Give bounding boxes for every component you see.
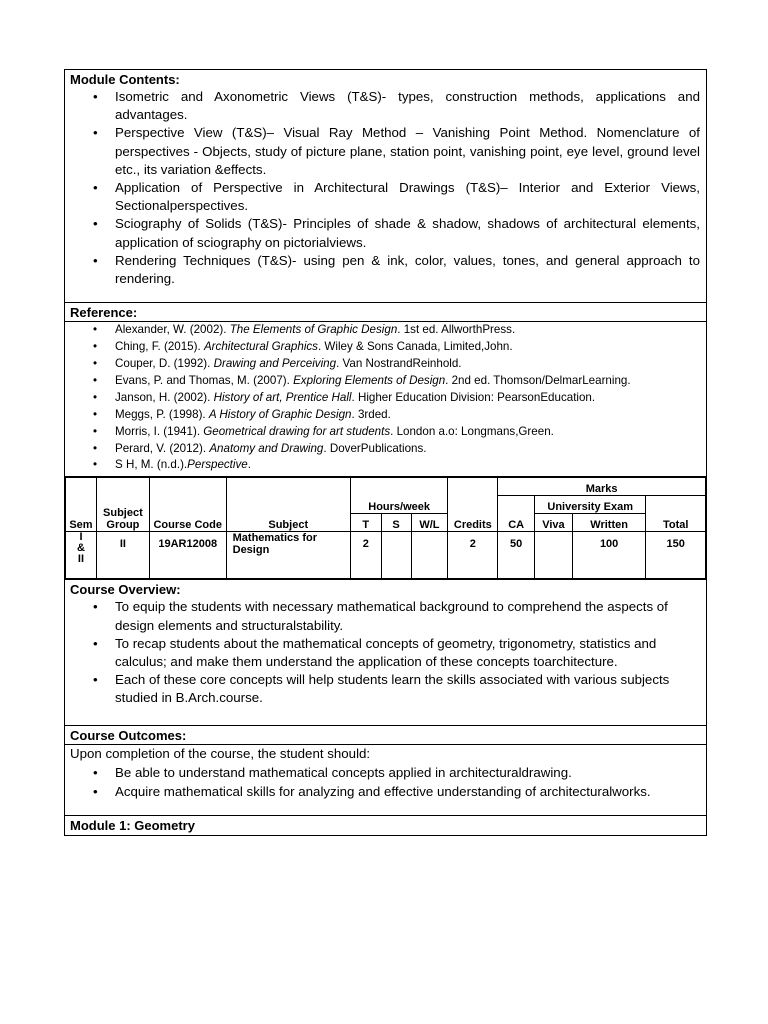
s-cell: [381, 532, 411, 579]
course-code-header: Course Code: [149, 478, 226, 532]
marks-header: Marks: [498, 478, 706, 496]
reference-title: Exploring Elements of Design: [293, 373, 446, 387]
reference-title: The Elements of Graphic Design: [229, 323, 398, 337]
reference-item: [115, 424, 706, 441]
list-item: • Be able to understand mathematical concepts applied in architecturaldrawing.: [115, 763, 706, 782]
reference-title: Geometrical drawing for art students: [203, 424, 391, 438]
s-header: S: [381, 514, 411, 532]
wl-cell: [411, 532, 448, 579]
reference-item: [115, 373, 706, 390]
hours-week-header: Hours/week: [350, 478, 448, 514]
reference-author: Janson, H. (2002).: [115, 390, 214, 404]
reference-list: [65, 322, 706, 476]
table-row: [66, 532, 706, 579]
total-cell: 150: [646, 532, 706, 579]
course-overview-list: [65, 598, 706, 724]
sem-header: Sem: [66, 478, 97, 532]
reference-publisher: . DoverPublications.: [323, 441, 427, 455]
list-item: • Isometric and Axonometric Views (T&S)- types, construction methods, applications and advantages.: [115, 88, 706, 124]
course-table-section: [65, 477, 706, 580]
reference-item: [115, 356, 706, 373]
sem-cell: [66, 532, 97, 579]
module-contents-heading: Module Contents:: [70, 72, 180, 87]
written-header: Written: [572, 514, 646, 532]
subject-cell: Mathematics for Design: [226, 532, 350, 579]
reference-author: Alexander, W. (2002).: [115, 323, 230, 337]
ca-cell: 50: [498, 532, 535, 579]
subject-group-header-line1: Subject: [103, 507, 143, 520]
reference-publisher: . Wiley & Sons Canada, Limited,John.: [317, 340, 513, 354]
reference-item: [115, 407, 706, 424]
subject-group-cell: II: [96, 532, 149, 579]
sem-value-3: II: [77, 553, 85, 566]
t-cell: 2: [350, 532, 381, 579]
t-header: T: [350, 514, 381, 532]
reference-title: History of art, Prentice Hall: [213, 390, 352, 404]
list-item: • Perspective View (T&S)– Visual Ray Method – Vanishing Point Method. Nomenclature of perspectives - Objects, study of picture plane, station point, vanishing point, eye level, ground level etc., its variation &effects.: [115, 124, 706, 179]
reference-item: [115, 322, 706, 339]
subject-group-header: [96, 478, 149, 532]
list-item: • Acquire mathematical skills for analyzing and effective understanding of architecturalworks.: [115, 782, 706, 801]
subject-group-header-line2: Group: [106, 519, 140, 532]
course-overview-section: [65, 580, 706, 725]
course-outcomes-heading: Course Outcomes:: [65, 726, 706, 745]
reference-title: Anatomy and Drawing: [209, 441, 324, 455]
module-contents-list: [65, 88, 706, 302]
reference-author: Meggs, P. (1998).: [115, 407, 209, 421]
reference-author: Ching, F. (2015).: [115, 340, 204, 354]
reference-publisher: . 1st ed. AllworthPress.: [397, 323, 516, 337]
course-outcomes-list: [65, 763, 706, 815]
list-item: • To equip the students with necessary mathematical background to comprehend the aspects of design elements and structuralstability.: [115, 598, 706, 634]
reference-author: S H, M. (n.d.).: [115, 458, 188, 472]
reference-item: [115, 339, 706, 356]
wl-header: W/L: [411, 514, 448, 532]
reference-item: [115, 390, 706, 407]
subject-header: Subject: [226, 478, 350, 532]
credits-header: Credits: [448, 478, 498, 532]
reference-publisher: . London a.o: Longmans,Green.: [390, 424, 554, 438]
course-outcomes-intro: Upon completion of the course, the student should:: [70, 745, 371, 761]
list-item: • Application of Perspective in Architectural Drawings (T&S)– Interior and Exterior Views, Sectionalperspectives.: [115, 179, 706, 215]
reference-publisher: .: [247, 458, 251, 472]
reference-author: Evans, P. and Thomas, M. (2007).: [115, 373, 294, 387]
reference-publisher: . 3rded.: [351, 407, 391, 421]
ca-header: CA: [498, 496, 535, 532]
viva-cell: [535, 532, 573, 579]
reference-author: Perard, V. (2012).: [115, 441, 210, 455]
course-overview-heading: Course Overview:: [70, 582, 181, 598]
reference-title: A History of Graphic Design: [208, 407, 352, 421]
written-cell: 100: [572, 532, 646, 579]
course-outcomes-section: [65, 726, 706, 816]
list-item: • Each of these core concepts will help students learn the skills associated with various subjects studied in B.Arch.course.: [115, 671, 706, 707]
list-item: • To recap students about the mathematical concepts of geometry, trigonometry, statistics and calculus; and make them understand the application of these concepts toarchitecture.: [115, 635, 706, 671]
viva-header: Viva: [535, 514, 573, 532]
reference-item: [115, 441, 706, 458]
university-exam-header: University Exam: [535, 496, 646, 514]
reference-publisher: . Higher Education Division: PearsonEducation.: [351, 390, 596, 404]
reference-author: Morris, I. (1941).: [115, 424, 204, 438]
module-contents-section: [65, 70, 706, 303]
total-header: Total: [646, 496, 706, 532]
reference-publisher: . Van NostrandReinhold.: [336, 357, 462, 371]
syllabus-frame: [64, 69, 707, 836]
sem-value-1: I: [79, 531, 83, 544]
reference-title: Drawing and Perceiving: [213, 357, 337, 371]
module1-heading: Module 1: Geometry: [70, 817, 195, 833]
sem-value-2: &: [77, 542, 85, 555]
course-code-cell: 19AR12008: [149, 532, 226, 579]
module1-section: [65, 816, 706, 835]
reference-title: Perspective: [187, 458, 248, 472]
reference-title: Architectural Graphics: [203, 340, 318, 354]
reference-item: [115, 457, 706, 474]
reference-publisher: . 2nd ed. Thomson/DelmarLearning.: [445, 373, 631, 387]
list-item: • Sciography of Solids (T&S)- Principles of shade & shadow, shadows of architectural elements, application of sciography on pictorialviews.: [115, 215, 706, 251]
reference-heading: Reference:: [65, 303, 706, 322]
course-table: [65, 477, 706, 579]
reference-section: [65, 303, 706, 477]
reference-author: Couper, D. (1992).: [115, 357, 214, 371]
list-item: • Rendering Techniques (T&S)- using pen & ink, color, values, tones, and general approach to rendering.: [115, 252, 706, 288]
credits-cell: 2: [448, 532, 498, 579]
